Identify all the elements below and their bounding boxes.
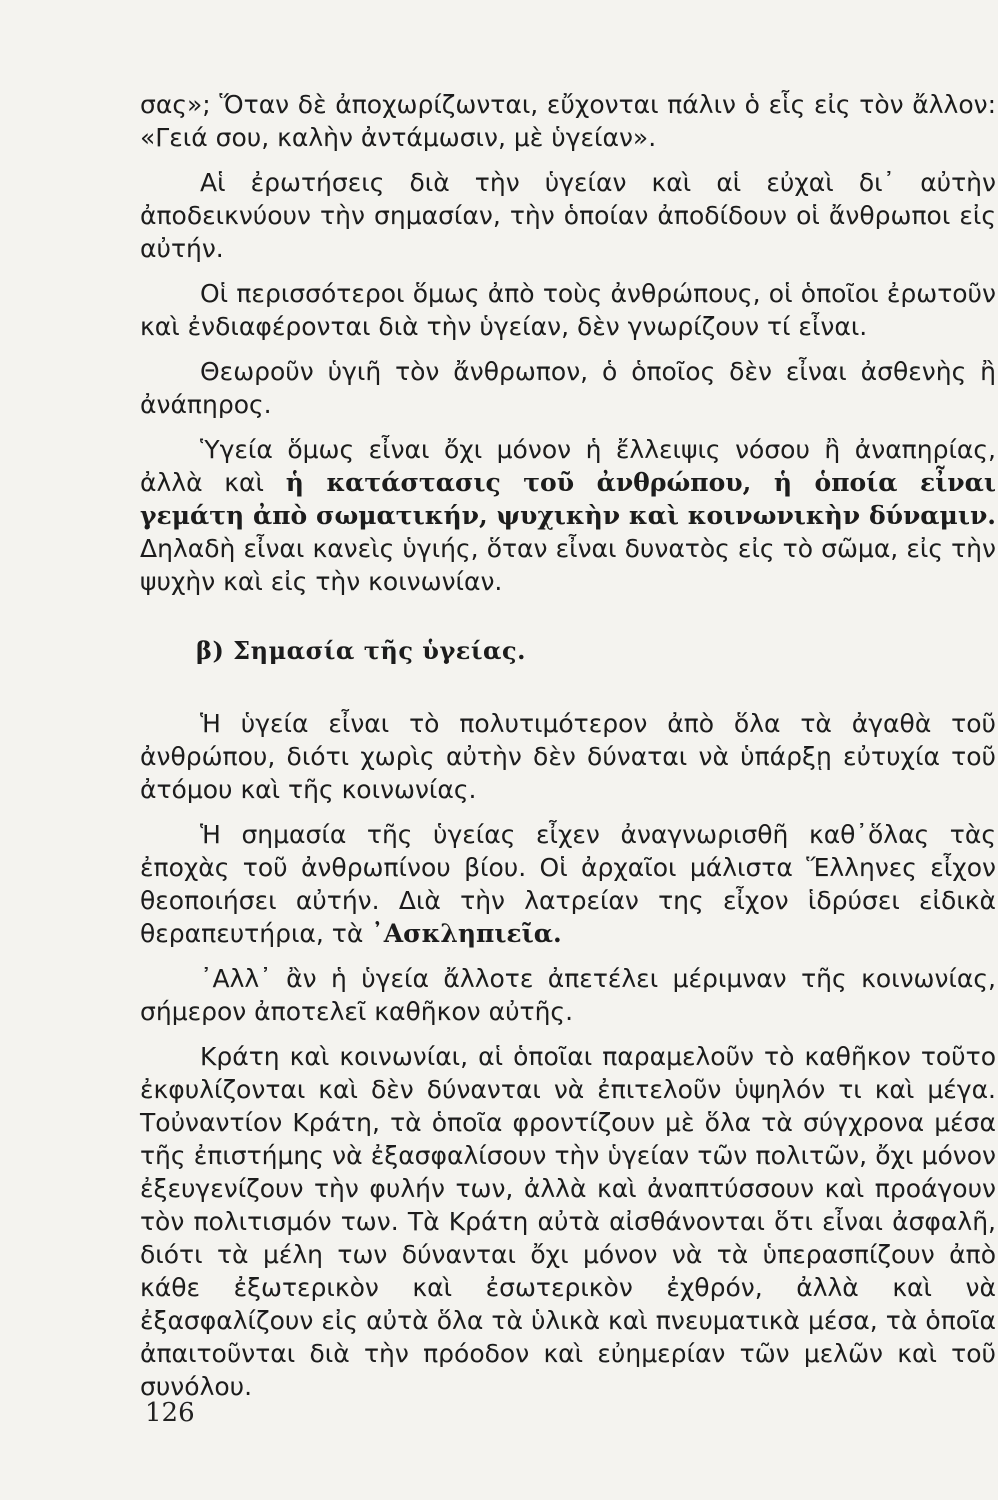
definition-text-before: Ὑγεία ὅμως εἶναι ὄχι μόνον ἡ ἔλλειψις νόσου ἢ ἀναπηρίας, ἀλλὰ καὶ	[140, 435, 996, 497]
asklepieia-bold-text: ᾽Ασκληπιεῖα.	[371, 919, 562, 948]
page-number: 126	[145, 1398, 195, 1428]
paragraph-questions: Αἱ ἐρωτήσεις διὰ τὴν ὑγείαν καὶ αἱ εὐχαὶ δι᾽ αὐτὴν ἀποδεικνύουν τὴν σημασίαν, τὴν ὁποίαν ἀποδίδουν οἱ ἄνθρωποι εἰς αὐτήν.	[140, 168, 996, 263]
paragraph-states: Κράτη καὶ κοινωνίαι, αἱ ὁποῖαι παραμελοῦν τὸ καθῆκον τοῦτο ἐκφυλίζονται καὶ δὲν δύνανται νὰ ἐπιτελοῦν ὑψηλόν τι καὶ μέγα. Τοὐναντίον Κράτη, τὰ ὁποῖα φροντίζουν μὲ ὅλα τὰ σύγχρονα μέσα τῆς ἐπιστήμης νὰ ἐξασφαλίσουν τὴν ὑγείαν τῶν πολιτῶν, ὄχι μόνον ἐξευγενίζουν τὴν φυλήν των, ἀλλὰ καὶ ἀναπτύσσουν καὶ προάγουν τὸν πολιτισμόν των. Τὰ Κράτη αὐτὰ αἰσθάνονται ὅτι εἶναι ἀσφαλῆ, διότι τὰ μέλη των δύνανται ὄχι μόνον νὰ τὰ ὑπερασπίζουν ἀπὸ κάθε ἐξωτερικὸν καὶ ἐσωτερικὸν ἐχθρόν, ἀλλὰ καὶ νὰ ἐξασφαλίζουν εἰς αὐτὰ ὅλα τὰ ὑλικὰ καὶ πνευματικὰ μέσα, τὰ ὁποῖα ἀπαιτοῦνται διὰ τὴν πρόοδον καὶ εὐημερίαν τῶν μελῶν καὶ τοῦ συνόλου.	[140, 1042, 996, 1401]
definition-bold-text: ἡ κατάστασις τοῦ ἀνθρώπου, ἡ ὁποία εἶναι γεμάτη ἀπὸ σωματικήν, ψυχικὴν καὶ κοινωνικὴν δύναμιν.	[140, 468, 996, 530]
ancient-text: Ἡ σημασία τῆς ὑγείας εἶχεν ἀναγνωρισθῆ καθ᾽ὅλας τὰς ἐποχὰς τοῦ ἀνθρωπίνου βίου. Οἱ ἀρχαῖοι μάλιστα Ἕλληνες εἶχον θεοποιήσει αὐτήν. Διὰ τὴν λατρείαν της εἶχον ἱδρύσει εἰδικὰ θεραπευτήρια, τὰ	[140, 820, 996, 948]
paragraph-ancient-greeks	[140, 818, 996, 950]
paragraph-importance: Ἡ ὑγεία εἶναι τὸ πολυτιμότερον ἀπὸ ὅλα τὰ ἀγαθὰ τοῦ ἀνθρώπου, διότι χωρὶς αὐτὴν δὲν δύναται νὰ ὑπάρξῃ εὐτυχία τοῦ ἀτόμου καὶ τῆς κοινωνίας.	[140, 709, 996, 804]
paragraph-duty: ᾽Αλλ᾽ ἂν ἡ ὑγεία ἄλλοτε ἀπετέλει μέριμναν τῆς κοινωνίας, σήμερον ἀποτελεῖ καθῆκον αὐτῆς.	[140, 964, 996, 1026]
paragraph-greeting: σας»; Ὅταν δὲ ἀποχωρίζωνται, εὔχονται πάλιν ὁ εἷς εἰς τὸν ἄλλον: «Γειά σου, καλὴν ἀντάμωσιν, μὲ ὑγείαν».	[140, 90, 996, 152]
definition-text-after: Δηλαδὴ εἶναι κανεὶς ὑγιής, ὅταν εἶναι δυνατὸς εἰς τὸ σῶμα, εἰς τὴν ψυχὴν καὶ εἰς τὴν κοινωνίαν.	[140, 534, 996, 596]
paragraph-consider-healthy: Θεωροῦν ὑγιῆ τὸν ἄνθρωπον, ὁ ὁποῖος δὲν εἶναι ἀσθενὴς ἢ ἀνάπηρος.	[140, 357, 996, 419]
section-heading: β) Σημασία τῆς ὑγείας.	[196, 636, 526, 665]
body-text	[140, 88, 996, 1403]
paragraph-definition	[140, 433, 996, 598]
paragraph-most-people: Οἱ περισσότεροι ὅμως ἀπὸ τοὺς ἀνθρώπους, οἱ ὁποῖοι ἐρωτοῦν καὶ ἐνδιαφέρονται διὰ τὴν ὑγείαν, δὲν γνωρίζουν τί εἶναι.	[140, 279, 996, 341]
